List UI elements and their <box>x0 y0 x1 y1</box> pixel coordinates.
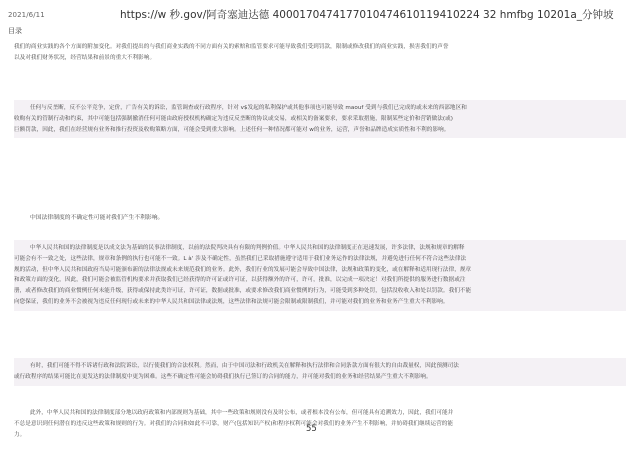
document-body <box>0 36 640 442</box>
paragraph-line: 不总是意识到任何潜在的违反这些政策和规则的行为。对我们的合同和如此不可靠，财产(包括知识产权)和程序权利可能会对我们的业务产生不利影响，并妨碍我们继续运营的能 <box>14 420 454 427</box>
paragraph-line: 有时，我们可能不得不诉诸行政和法院诉讼，以行使我们的合法权利。然而，由于中国司法和行政机关在解释和执行法律和合同条款方面有很大的自由裁量权，因此预测司法 <box>30 363 459 369</box>
print-date: 2021/6/11 <box>8 11 45 19</box>
paragraph-line: 此外，中华人民共和国的法律制度部分地以政府政策和内部规则为基础，其中一些政策和规则没有及时公布，或者根本没有公布，但可能具有追溯效力，因此，我们可能并 <box>30 410 454 416</box>
toc-link[interactable]: 目录 <box>8 27 22 35</box>
paragraph-line: 和政策方面的变化，因此，我们可能会被监管机构要求并获取我们已经获得的许可证或许可证，以获得额外的许可，许可，批准，以完成一项决定！对我们所提供的服务进行数据或注 <box>14 277 466 284</box>
paragraph-line: 规的活动，但中华人民共和国政府当局可能颁布新的法律法规或未来规范我们的业务。此外，我们行业的发展可能会导致中国法律，法规和政策的变化，或在解释和适用现行法律，规章 <box>14 266 472 273</box>
paragraph-line: 巨额罚款，因此，我们在经营规有业务和推行投资及收购策略方面，可能会受到重大影响。上述任何一种情况都可能对 w的业务，运营，声誉和品牌造成实质性和不利的影响。 <box>14 126 450 133</box>
paragraph-line: 向您保证，我们的业务不会被视为违反任何现行或未来的中华人民共和国法律或法规，这些法律和法规可能会限制或限制我们，并可能对我们的业务和业务产生重大不利影响。 <box>14 298 449 305</box>
paragraph-antitrust <box>14 100 626 138</box>
paragraph-policies <box>14 408 626 440</box>
paragraph-line: 册，或者修改我们的商业惯例任何未能升级，获得或保持此类许可证，许可证，数据或批准，或要求修改我们商业惯例的行为，可能受到多种处罚，包括没收收入和处以罚款。我们不能 <box>14 288 472 295</box>
paragraph-line: 力。 <box>14 431 26 438</box>
paragraph-line: 可能会有不一致之处，这些法律，规章和条例的执行也可能不一致。L à' 涉及不确定性，虽然我们已采取措施遵守适用于我们业务运作的法律法规，并避免进行任何不符合这些法律法 <box>14 255 467 262</box>
paragraph-line: 收购有关的管制行动和约束，其中可能包括强制撤消任何可能由政府授权机构确定为违反反垄断的协议或交易，或相关的备案要求，要求采取措施，限制某些定价和营销做法(或) <box>14 115 454 122</box>
paragraph-line: 以及对我们财务状况，经营结果和前景的重大不利影响。 <box>14 54 156 61</box>
page-number: 55 <box>306 424 317 434</box>
paragraph-line: 中华人民共和国的法律制度是以成文法为基础的民事法律制度，以前的法院判决具有有限的判例价值。中华人民共和国的法律制度正在迅速发展，许多法律，法规和规章的解释 <box>30 245 465 251</box>
page-header <box>0 0 640 24</box>
paragraph-line: 任何与反垄断，反不公平竞争，定价，广告有关的诉讼，监管调查或行政程序，针对 v$发起的私利保护或其他事项也可能导致 maouf 受到与我们已完成的或未来的西部地区和 <box>30 105 467 111</box>
page-url[interactable]: https://w 秒.gov/阿奇塞迪达德 4000170474177010474610119410224 32 hmfbg 10201a_分钟坡 <box>120 9 614 21</box>
paragraph-line: 或行政程序的结果可能比在更发达的法律制度中更为困难。这些不确定性可能会妨碍我们执行已签订的合同的能力，并可能对我们的业务和经营结果产生重大不利影响。 <box>14 373 432 380</box>
paragraph-litigation <box>14 358 626 386</box>
paragraph-commercial-practices <box>14 42 626 64</box>
paragraph-line: 我们的商业实践的各个方面的附加变化。对我们提出的与我们商业实践的不同方面有关的索赔和监管要求可能导致我们受到罚款，限制或修改我们的商业实践，损害我们的声誉 <box>14 44 449 50</box>
paragraph-legal-system <box>14 240 626 311</box>
risk-subheading: 中国法律制度的不确定性可能对我们产生不利影响。 <box>30 215 164 221</box>
